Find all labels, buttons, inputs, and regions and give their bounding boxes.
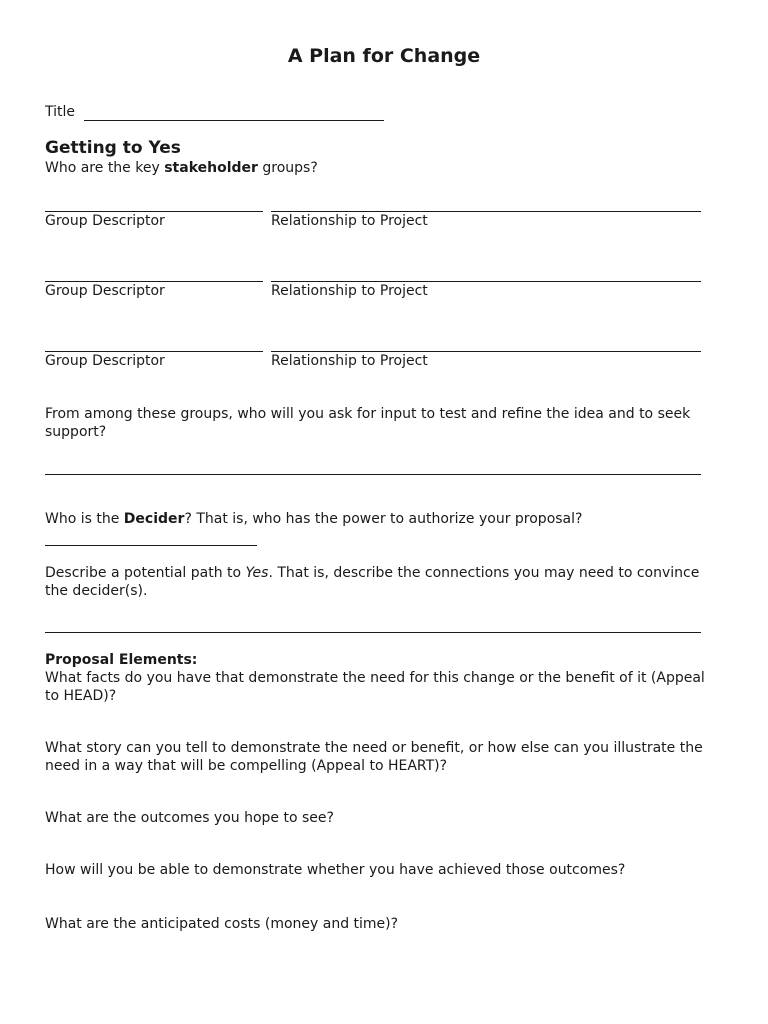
group-descriptor-label: Group Descriptor [45, 353, 165, 369]
group-descriptor-label: Group Descriptor [45, 283, 165, 299]
proposal-question-head: What facts do you have that demonstrate the need for this change or the benefit of it (Appeal to HEAD)? [45, 670, 705, 704]
title-field-label: Title [45, 104, 76, 120]
proposal-question-heart: What story can you tell to demonstrate the need or benefit, or how else can you illustrate the need in a way that will be compelling (Appeal to HEART)? [45, 740, 703, 774]
input-answer-line[interactable] [45, 474, 701, 475]
document-title: A Plan for Change [287, 45, 481, 67]
input-question: From among these groups, who will you ask for input to test and refine the idea and to seek support? [45, 406, 691, 440]
group-descriptor-label: Group Descriptor [45, 213, 165, 229]
decider-answer-line[interactable] [45, 545, 257, 546]
section-heading-getting-to-yes: Getting to Yes [45, 138, 181, 158]
title-field-line[interactable] [84, 120, 384, 121]
proposal-question-outcomes: What are the outcomes you hope to see? [45, 810, 334, 826]
stakeholder-question-after: groups? [257, 160, 318, 176]
stakeholder-question [45, 159, 318, 177]
decider-question [45, 510, 582, 528]
relationship-label: Relationship to Project [271, 283, 428, 299]
path-question-before: Describe a potential path to [45, 565, 246, 581]
proposal-question-demonstrate: How will you be able to demonstrate whether you have achieved those outcomes? [45, 862, 626, 878]
path-question-after: . That is, describe the connections you may need to convince the decider(s). [45, 565, 700, 599]
path-question [45, 564, 705, 600]
stakeholder-question-before: Who are the key [45, 160, 165, 176]
proposal-elements-heading: Proposal Elements: [45, 652, 198, 668]
stakeholder-question-bold: stakeholder [164, 160, 258, 176]
decider-question-bold: Decider [123, 511, 185, 527]
proposal-question-costs: What are the anticipated costs (money and time)? [45, 916, 399, 932]
decider-question-after: ? That is, who has the power to authorize your proposal? [184, 511, 583, 527]
path-question-italic: Yes [245, 565, 269, 581]
relationship-label: Relationship to Project [271, 353, 428, 369]
relationship-label: Relationship to Project [271, 213, 428, 229]
path-answer-line[interactable] [45, 632, 701, 633]
decider-question-before: Who is the [45, 511, 124, 527]
